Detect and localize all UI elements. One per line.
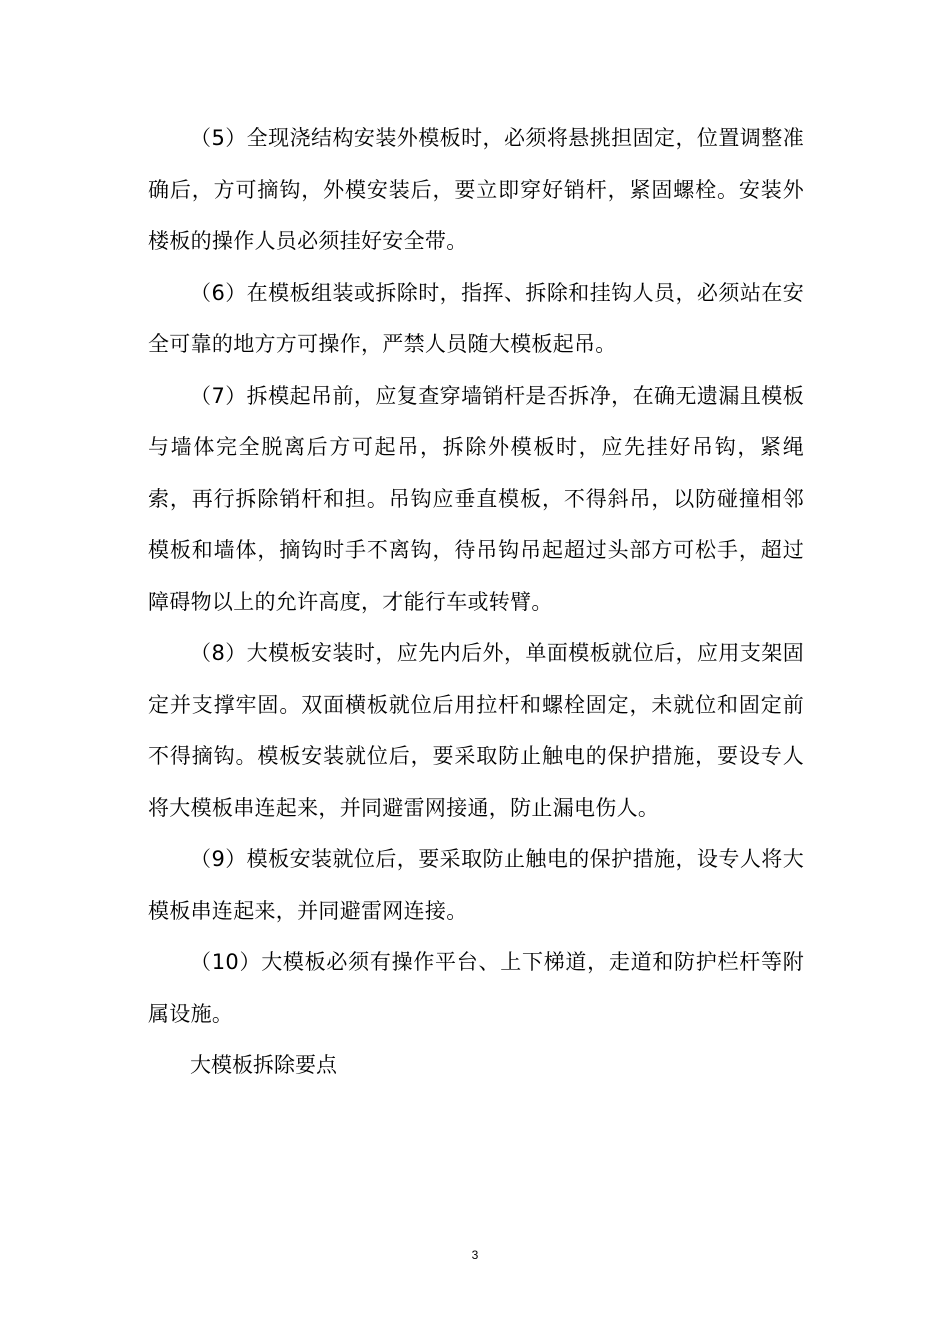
paragraph-item-8: （8）大模板安装时，应先内后外，单面模板就位后，应用支架固定并支撑牢固。双面横板就位后用拉杆和螺栓固定，未就位和固定前不得摘钩。模板安装就位后，要采取防止触电的保护措施，要设专人将大模板串连起来，并同避雷网接通，防止漏电伤人。 <box>148 641 804 820</box>
paragraph-item-9: （9）模板安装就位后，要采取防止触电的保护措施，设专人将大模板串连起来，并同避雷网连接。 <box>148 847 804 923</box>
paragraph-item-5: （5）全现浇结构安装外模板时，必须将悬挑担固定，位置调整准确后，方可摘钩，外模安装后，要立即穿好销杆，紧固螺栓。安装外楼板的操作人员必须挂好安全带。 <box>148 126 804 253</box>
section-heading: 大模板拆除要点 <box>190 1053 337 1077</box>
paragraph-item-7: （7）拆模起吊前，应复查穿墙销杆是否拆净，在确无遗漏且模板与墙体完全脱离后方可起吊，拆除外模板时，应先挂好吊钩，紧绳索，再行拆除销杆和担。吊钩应垂直模板，不得斜吊，以防碰撞相邻模板和墙体，摘钩时手不离钩，待吊钩吊起超过头部方可松手，超过障碍物以上的允许高度，才能行车或转臂。 <box>148 383 804 614</box>
paragraph-item-6: （6）在模板组装或拆除时，指挥、拆除和挂钩人员，必须站在安全可靠的地方方可操作，严禁人员随大模板起吊。 <box>148 280 804 356</box>
page-number: 3 <box>471 1248 479 1262</box>
document-body <box>148 113 804 1092</box>
paragraph-item-10: （10）大模板必须有操作平台、上下梯道，走道和防护栏杆等附属设施。 <box>148 950 804 1026</box>
